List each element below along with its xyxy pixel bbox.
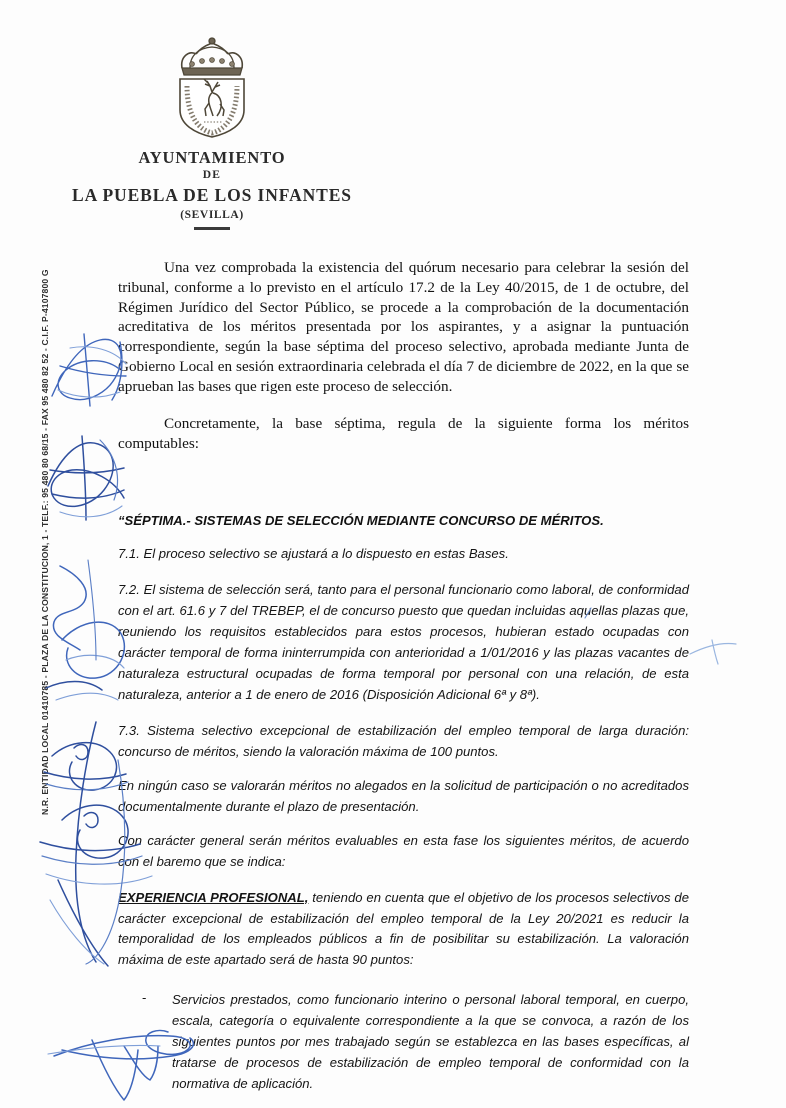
margin-signature-3 <box>53 560 124 678</box>
letterhead <box>62 34 362 230</box>
letterhead-line-de: DE <box>202 169 222 182</box>
sidebar-legal-strip: N.R. ENTIDAD LOCAL 01410785 - PLAZA DE LA CONSTITUCION, 1 - TELF.: 95 480 80 68/15 - FAX 95 480 82 52 - C.I.F. P-4107800 G <box>40 269 50 815</box>
document-body <box>118 258 689 1095</box>
clause-7-3: 7.3. Sistema selectivo excepcional de estabilización del empleo temporal de larga duración: concurso de méritos, siendo la valoración máxima de 100 puntos. <box>118 722 689 759</box>
bullet-dash-icon: - <box>142 990 147 1006</box>
letterhead-line-ayuntamiento: AYUNTAMIENTO <box>138 148 286 167</box>
margin-signature-2 <box>48 436 124 520</box>
list-item <box>118 990 689 1095</box>
paragraph-base-septima-intro: Concretamente, la base séptima, regula de la siguiente forma los méritos computables: <box>118 415 689 452</box>
coat-of-arms-icon <box>160 34 264 140</box>
paragraph-quorum: Una vez comprobada la existencia del quórum necesario para celebrar la sesión del tribunal, conforme a lo previsto en el artículo 17.2 de la Ley 40/2015, de 1 de octubre, del Régimen Jurídico del Sector Público, se procede a la comprobación de la documentación acreditativa de los méritos presentada por los aspirantes, y a asignar la puntuación correspondiente, según la base séptima del proceso selectivo, aprobada mediante Junta de Gobierno Local en sesión extraordinaria celebrada el día 7 de diciembre de 2022, en la que se aprueban las bases que rigen este proceso de selección. <box>118 259 689 395</box>
paragraph-no-merits: En ningún caso se valorarán méritos no alegados en la solicitud de participación o no acreditados documentalmente durante el plazo de presentación. <box>118 777 689 814</box>
letterhead-divider <box>194 227 230 230</box>
clause-7-1: 7.1. El proceso selectivo se ajustará a lo dispuesto en estas Bases. <box>118 546 509 562</box>
experiencia-profesional-label: EXPERIENCIA PROFESIONAL, <box>118 889 309 905</box>
paragraph-experiencia-profesional <box>118 888 689 972</box>
letterhead-line-province: (SEVILLA) <box>180 208 244 221</box>
experiencia-profesional-text: teniendo en cuenta que el objetivo de los procesos selectivos de carácter excepcional de estabilización del empleo temporal de la Ley 20/2021 es reducir la temporalidad de los empleados públicos a fin de posibilitar su estabilización. La valoración máxima de este apartado será de hasta 90 puntos: <box>118 889 689 968</box>
margin-signature-1 <box>52 334 126 406</box>
letterhead-line-municipality: LA PUEBLA DE LOS INFANTES <box>72 185 352 206</box>
clause-7-2: 7.2. El sistema de selección será, tanto para el personal funcionario como laboral, de conformidad con el art. 61.6 y 7 del TREBEP, el de concurso puesto que quedan incluidas aquellas plazas que, reuniendo los requisitos establecidos para estos procesos, hubieran estado ocupadas con carácter temporal de forma ininterrumpida con anterioridad a 1/01/2016 y las plazas vacantes de naturaleza estructural ocupadas de forma temporal por personal con una relación, de esta naturaleza, anterior a 1 de enero de 2016 (Disposición Adicional 6ª y 8ª). <box>118 582 689 703</box>
margin-mark-right <box>690 640 736 664</box>
paragraph-baremo: Con carácter general serán méritos evaluables en esta fase los siguientes méritos, de acuerdo con el baremo que se indica: <box>118 832 689 869</box>
bullet-servicios-prestados: Servicios prestados, como funcionario interino o personal laboral temporal, en cuerpo, escala, categoría o equivalente correspondiente a la que se convoca, a razón de los siguientes puntos por mes trabajado según se establezca en las bases específicas, al tratarse de procesos de estabilización de empleo temporal de conformidad con la normativa de aplicación. <box>172 992 689 1092</box>
section-heading-septima: “SÉPTIMA.- SISTEMAS DE SELECCIÓN MEDIANTE CONCURSO DE MÉRITOS. <box>118 512 604 528</box>
